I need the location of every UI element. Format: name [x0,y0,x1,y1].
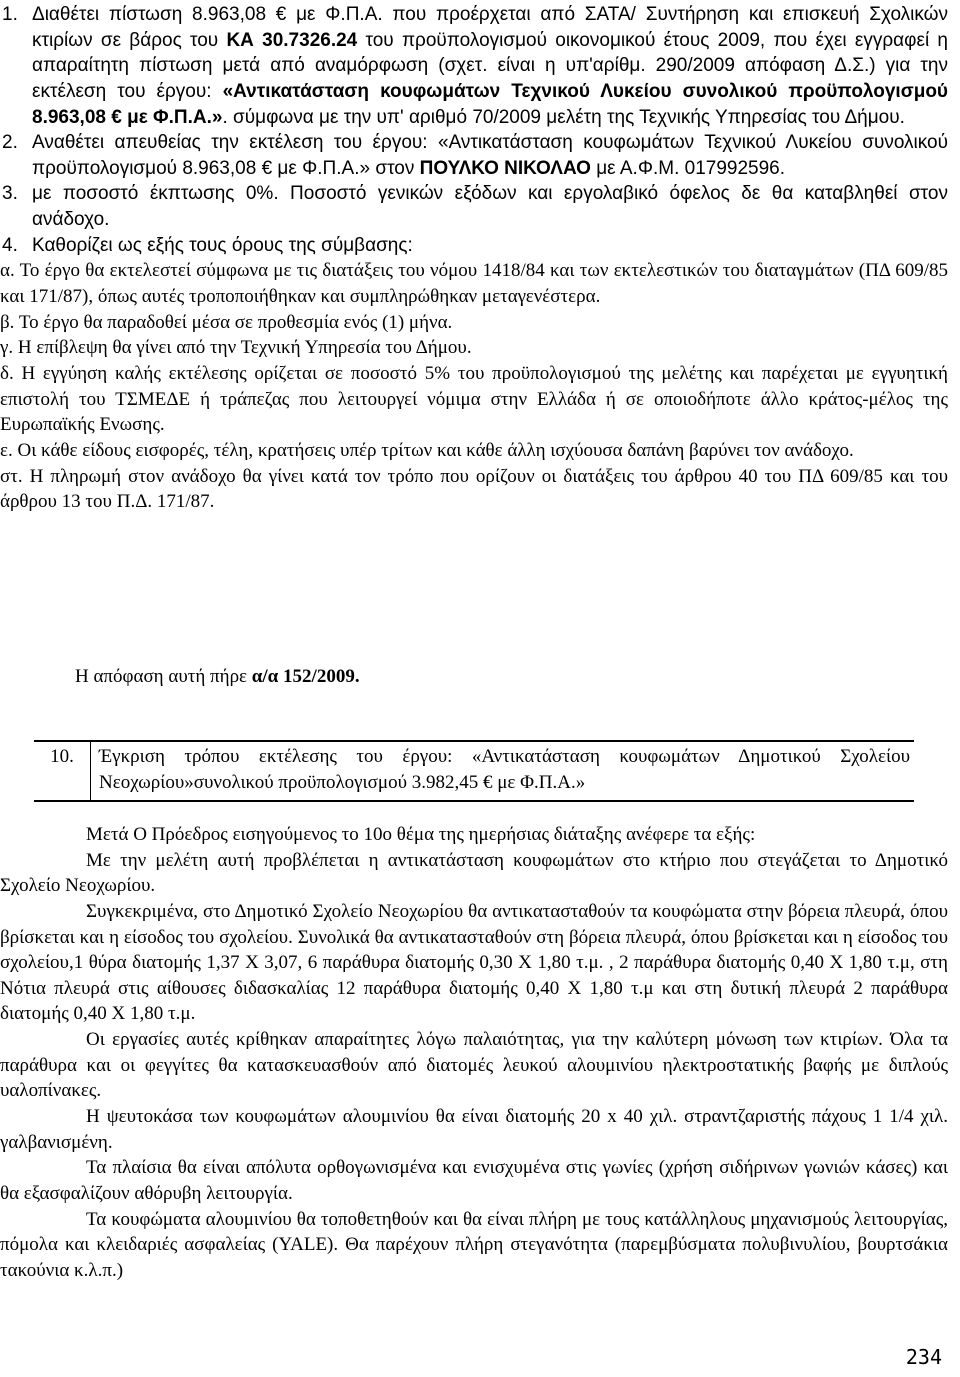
list-item: 2. Αναθέτει απευθείας την εκτέλεση του έργου: «Αντικατάσταση κουφωμάτων Τεχνικού Λυκείου συνολικού προϋπολογισμού 8.963,08 € με Φ.Π.Α.» στον ΠΟΥΛΚΟ ΝΙΚΟΛΑΟ με Α.Φ.Μ. 017992596. [0,130,948,181]
list-item: 4. Καθορίζει ως εξής τους όρους της σύμβασης: [0,233,948,259]
paragraph: Η ψευτοκάσα των κουφωμάτων αλουμινίου θα είναι διατομής 20 x 40 χιλ. στραντζαριστής πάχους 1 1/4 χιλ. γαλβανισμένη. [0,1106,948,1153]
project-title: «Αντικατάσταση κουφωμάτων Τεχνικού Λυκείου συνολικού προϋπολογισμού 8.963,08 € με Φ.Π.Α.» [32,80,948,128]
list-item: 1. Διαθέτει πίστωση 8.963,08 € με Φ.Π.Α. που προέρχεται από ΣΑΤΑ/ Συντήρηση και επισκευή Σχολικών κτιρίων σε βάρος του ΚΑ 30.7326.24 του προϋπολογισμού οικονομικού έτους 2009, που έχει εγγραφεί η απαραίτητη πίστωση μετά από αναμόρφωση (σχετ. είναι η υπ'αρίθμ. 290/2009 απόφαση Δ.Σ.) για την εκτέλεση του έργου: «Αντικατάσταση κουφωμάτων Τεχνικού Λυκείου συνολικού προϋπολογισμού 8.963,08 € με Φ.Π.Α.». σύμφωνα με την υπ' αριθμό 70/2009 μελέτη της Τεχνικής Υπηρεσίας του Δήμου. [0,2,948,130]
paragraph: Οι εργασίες αυτές κρίθηκαν απαραίτητες λόγω παλαιότητας, για την καλύτερη μόνωση των κτιρίων. Όλα τα παράθυρα και οι φεγγίτες θα κατασκευασθούν από διατομές λευκού αλουμινίου ηλεκτροστατικής βαφής με διπλούς υαλοπίνακες. [0,1029,948,1102]
list-number: 4. [2,234,18,256]
body-text [0,822,948,1284]
decision-line: Η απόφαση αυτή πήρε α/α 152/2009. [75,666,360,687]
term-item: α. Το έργο θα εκτελεστεί σύμφωνα με τις διατάξεις του νόμου 1418/84 και των εκτελεστικών του διαταγμάτων (ΠΔ 609/85 και 171/87), όπως αυτές τροποποιήθηκαν και συμπληρώθηκαν μεταγενέστερα. [0,260,948,308]
paragraph: Τα πλαίσια θα είναι απόλυτα ορθογωνισμένα και ενισχυμένα στις γωνίες (χρήση σιδήρινων γωνιών κάσες) και θα εξασφαλίζουν αθόρυβη λειτουργία. [0,1157,948,1204]
paragraph: Τα κουφώματα αλουμινίου θα τοποθετηθούν και θα είναι πλήρη με τους κατάλληλους μηχανισμούς λειτουργίας, πόμολα και κλειδαριές ασφαλείας (YALE). Θα παρέχουν πλήρη στεγανότητα (παρεμβύσματα πολυβινυλίου, βουρτσάκια τακούνια κ.λ.π.) [0,1208,948,1281]
term-item: β. Το έργο θα παραδοθεί μέσα σε προθεσμία ενός (1) μήνα. [0,311,453,333]
term-item: γ. Η επίβλεψη θα γίνει από την Τεχνική Υπηρεσία του Δήμου. [0,337,472,359]
numbered-list [0,2,948,515]
paragraph: Μετά Ο Πρόεδρος εισηγούμενος το 10ο θέμα της ημερήσιας διάταξης ανέφερε τα εξής: [86,824,756,845]
term-item: στ. Η πληρωμή στον ανάδοχο θα γίνει κατά τον τρόπο που ορίζουν οι διατάξεις του άρθρου 40 του ΠΔ 609/85 και του άρθρου 13 του Π.Δ. 171/87. [0,465,948,513]
list-number: 2. [2,132,18,154]
page-number: 234 [905,1345,942,1369]
decision-number: α/α 152/2009. [251,666,360,687]
contractor-name: ΠΟΥΛΚΟ ΝΙΚΟΛΑΟ [419,157,591,179]
agenda-number: 10. [34,742,91,800]
list-number: 1. [2,4,18,25]
agenda-item-box [34,740,914,802]
agenda-title: Έγκριση τρόπου εκτέλεσης του έργου: «Αντικατάσταση κουφωμάτων Δημοτικού Σχολείου Νεοχωρίου»συνολικού προϋπολογισμού 3.982,45 € με Φ.Π.Α.» [99,746,910,793]
paragraph: Με την μελέτη αυτή προβλέπεται η αντικατάσταση κουφωμάτων στο κτήριο που στεγάζεται το Δημοτικό Σχολείο Νεοχωρίου. [0,849,948,897]
contract-terms [0,258,948,514]
list-item: 3. με ποσοστό έκπτωσης 0%. Ποσοστό γενικών εξόδων και εργολαβικό όφελος δε θα καταβληθεί στον ανάδοχο. [0,181,948,232]
budget-code: ΚΑ 30.7326.24 [226,29,358,51]
list-number: 3. [2,183,18,205]
paragraph: Συγκεκριμένα, στο Δημοτικό Σχολείο Νεοχωρίου θα αντικατασταθούν τα κουφώματα στην βόρεια πλευρά, όπου βρίσκεται και η είσοδος του σχολείου. Συνολικά θα αντικατασταθούν στη βόρεια πλευρά, όπου βρίσκεται και η είσοδος του σχολείου,1 θύρα διατομής 1,37 Χ 3,07, 6 παράθυρα διατομής 0,30 Χ 1,80 τ.μ. , 2 παράθυρα διατομής 0,40 Χ 1,80 τ.μ, στη Νότια πλευρά στις αίθουσες διδασκαλίας 12 παράθυρα διατομής 0,40 Χ 1,80 τ.μ και στη δυτική πλευρά 2 παράθυρα διατομής 0,40 Χ 1,80 τ.μ. [0,900,948,1025]
term-item: δ. Η εγγύηση καλής εκτέλεσης ορίζεται σε ποσοστό 5% του προϋπολογισμού της μελέτης και παρέχεται με εγγυητική επιστολή του ΤΣΜΕΔΕ ή τράπεζας που λειτουργεί νόμιμα στην Ελλάδα ή σε οποιοδήποτε άλλο κράτος-μέλος της Ευρωπαϊκής Ενωσης. [0,362,948,436]
term-item: ε. Οι κάθε είδους εισφορές, τέλη, κρατήσεις υπέρ τρίτων και κάθε άλλη ισχύουσα δαπάνη βαρύνει τον ανάδοχο. [0,439,854,461]
